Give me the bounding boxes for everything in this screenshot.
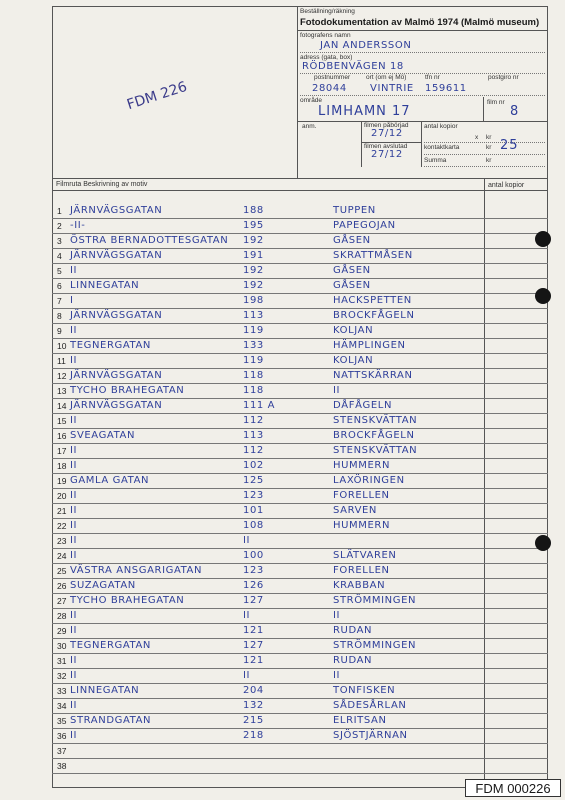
frame-number: 5 [57,266,62,276]
house-number: 121 [243,655,264,666]
kontaktkarta-value: 25 [500,138,519,153]
kopior-col-divider [484,178,485,788]
street-name: II [70,445,78,456]
street-name: VÄSTRA ANSGARIGATAN [70,565,203,576]
building-name: HACKSPETTEN [333,295,412,306]
house-number: 119 [243,325,264,336]
postnummer-label: postnummer [314,74,351,81]
street-name: II [70,730,78,741]
house-number: 133 [243,340,264,351]
street-name: II [70,700,78,711]
house-number: 118 [243,370,264,381]
row-rule [52,383,548,384]
house-number: 123 [243,490,264,501]
dotted-line [300,95,545,96]
house-number: 198 [243,295,264,306]
row-rule [52,578,548,579]
row-rule [52,698,548,699]
frame-number: 37 [57,746,67,756]
row-rule [52,503,548,504]
row-rule [52,278,548,279]
house-number: 121 [243,625,264,636]
dotted-line [424,154,545,155]
house-number: 123 [243,565,264,576]
frame-number: 13 [57,386,67,396]
frame-number: 6 [57,281,62,291]
kr-label-3: kr [486,157,492,164]
row-rule [52,413,548,414]
row-rule [52,608,548,609]
frame-number: 18 [57,461,67,471]
row-rule [52,668,548,669]
street-name: JÄRNVÄGSGATAN [70,205,163,216]
house-number: 108 [243,520,264,531]
film-nr-label: film nr [487,99,505,106]
frame-number: 28 [57,611,67,621]
row-rule [52,743,548,744]
street-name: JÄRNVÄGSGATAN [70,370,163,381]
frame-number: 17 [57,446,67,456]
antal-kopior-label: antal kopior [424,123,458,130]
filmen-avslutad-label: filmen avslutad [364,143,408,150]
dotted-line [424,142,545,143]
title-line [297,30,548,31]
building-name: TONFISKEN [333,685,396,696]
tfn-label: tfn nr [425,74,440,81]
street-name: JÄRNVÄGSGATAN [70,250,163,261]
street-name: JÄRNVÄGSGATAN [70,400,163,411]
frame-number: 21 [57,506,67,516]
house-number: 215 [243,715,264,726]
tfn-value: 159611 [425,83,467,94]
street-name: TYCHO BRAHEGATAN [70,595,185,606]
frame-number: 7 [57,296,62,306]
frame-number: 27 [57,596,67,606]
house-number: 192 [243,280,264,291]
row-rule [52,473,548,474]
row-rule [52,758,548,759]
street-name: ÖSTRA BERNADOTTESGATAN [70,235,229,246]
house-number: II [243,610,251,621]
filmen-paborjad-value: 27/12 [371,128,403,139]
street-name: II [70,610,78,621]
postnummer-value: 28044 [312,83,347,94]
frame-number: 35 [57,716,67,726]
frame-number: 9 [57,326,62,336]
house-number: 126 [243,580,264,591]
building-name: TUPPEN [333,205,376,216]
handwritten-archive-number: FDM 226 [125,78,190,114]
frame-number: 8 [57,311,62,321]
row-rule [52,593,548,594]
street-name: II [70,325,78,336]
street-name: II [70,490,78,501]
street-name: II [70,670,78,681]
row-rule [52,308,548,309]
anm-label: anm. [302,123,317,130]
frame-number: 11 [57,356,66,366]
frame-number: 2 [57,221,62,231]
building-name: FORELLEN [333,490,390,501]
frame-number: 14 [57,401,67,411]
summa-label: Summa [424,157,447,164]
frame-number: 4 [57,251,62,261]
row-rule [52,458,548,459]
street-name: II [70,655,78,666]
building-name: II [333,670,341,681]
frame-number: 1 [57,206,62,216]
street-name: STRANDGATAN [70,715,152,726]
address-value: RÖDBENVÄGEN 18 [302,61,404,72]
row-rule [52,353,548,354]
header-divider [297,6,298,178]
row-rule [52,368,548,369]
row-rule [52,233,548,234]
house-number: II [243,670,251,681]
building-name: SKRATTMÅSEN [333,250,413,261]
street-name: II [70,460,78,471]
row-rule [52,248,548,249]
col-motiv-header: Filmruta Beskrivning av motiv [56,181,148,188]
house-number: 113 [243,430,264,441]
row-rule [52,728,548,729]
building-name: HUMMERN [333,520,391,531]
filmen-paborjad-label: filmen påbörjad [364,122,409,129]
film-nr-divider [483,97,484,121]
row-rule [52,293,548,294]
house-number: II [243,535,251,546]
frame-number: 15 [57,416,67,426]
house-number: 118 [243,385,264,396]
building-name: GÅSEN [333,265,371,276]
street-name: II [70,355,78,366]
punch-hole [535,535,551,551]
ort-label: ort (om ej Mö) [366,74,407,81]
street-name: II [70,550,78,561]
filmen-avslutad-value: 27/12 [371,149,403,160]
building-name: RUDAN [333,625,373,636]
row-rule [52,548,548,549]
row-rule [52,623,548,624]
frame-number: 19 [57,476,67,486]
house-number: 192 [243,265,264,276]
row-rule [52,683,548,684]
row-rule [52,713,548,714]
omrade-value: LIMHAMN 17 [318,104,411,119]
building-name: STRÖMMINGEN [333,640,417,651]
building-name: NATTSKÄRRAN [333,370,413,381]
row-rule [52,773,548,774]
frame-number: 26 [57,581,67,591]
photographer-label: fotografens namn [300,32,351,39]
frame-number: 31 [57,656,67,666]
row-rule [52,533,548,534]
building-name: SARVEN [333,505,378,516]
house-number: 188 [243,205,264,216]
row-rule [52,263,548,264]
house-number: 119 [243,355,264,366]
punch-hole [535,231,551,247]
row-rule [52,563,548,564]
dotted-line [424,166,545,167]
street-name: I [70,295,74,306]
kontaktkarta-label: kontaktkarta [424,144,460,151]
archive-id-tag: FDM 000226 [465,779,561,797]
building-name: SJÖSTJÄRNAN [333,730,408,741]
frame-number: 12 [57,371,67,381]
street-name: TYCHO BRAHEGATAN [70,385,185,396]
street-name: II [70,535,78,546]
house-number: 132 [243,700,264,711]
frame-number: 34 [57,701,67,711]
building-name: LAXÖRINGEN [333,475,405,486]
frame-number: 29 [57,626,67,636]
row-rule [52,638,548,639]
address-label: adress (gata, box) [300,54,353,61]
frame-number: 10 [57,341,67,351]
building-name: STRÖMMINGEN [333,595,417,606]
form-border [52,6,548,788]
header-bottom-line [52,178,548,179]
col-kopior-header: antal kopior [488,182,525,189]
row-rule [52,323,548,324]
building-name: II [333,610,341,621]
frame-number: 38 [57,761,67,771]
building-name: KOLJAN [333,355,374,366]
punch-hole [535,288,551,304]
building-name: HÄMPLINGEN [333,340,406,351]
date-divider [421,121,422,167]
building-name: STENSKVÄTTAN [333,415,418,426]
house-number: 112 [243,415,264,426]
building-name: BROCKFÅGELN [333,430,415,441]
street-name: GAMLA GATAN [70,475,150,486]
frame-number: 33 [57,686,67,696]
house-number: 127 [243,595,264,606]
anm-divider [361,121,362,167]
house-number: 192 [243,235,264,246]
building-name: PAPEGOJAN [333,220,396,231]
street-name: LINNEGATAN [70,280,140,291]
street-name: JÄRNVÄGSGATAN [70,310,163,321]
street-name: TEGNERGATAN [70,640,151,651]
house-number: 112 [243,445,264,456]
street-name: LINNEGATAN [70,685,140,696]
street-name: II [70,265,78,276]
house-number: 125 [243,475,264,486]
x-mark: x [475,134,479,141]
building-name: II [333,385,341,396]
house-number: 191 [243,250,264,261]
house-number: 195 [243,220,264,231]
street-name: SUZAGATAN [70,580,136,591]
building-name: GÅSEN [333,235,371,246]
frame-number: 23 [57,536,67,546]
building-name: DÅFÅGELN [333,400,393,411]
street-name: SVEAGATAN [70,430,136,441]
building-name: SLÄTVAREN [333,550,397,561]
building-name: BROCKFÅGELN [333,310,415,321]
building-name: ELRITSAN [333,715,387,726]
street-name: II [70,415,78,426]
building-name: HUMMERN [333,460,391,471]
table-header-line [52,190,548,191]
row-rule [52,653,548,654]
film-nr-value: 8 [510,104,520,119]
row-rule [52,338,548,339]
frame-number: 3 [57,236,62,246]
building-name: KOLJAN [333,325,374,336]
row-rule [52,518,548,519]
dotted-line [300,52,545,53]
building-name: SÅDESÅRLAN [333,700,407,711]
frame-number: 32 [57,671,67,681]
form-title: Fotodokumentation av Malmö 1974 (Malmö museum) [300,17,540,28]
photographer-value: JAN ANDERSSON [320,40,412,51]
house-number: 111 A [243,400,276,411]
house-number: 100 [243,550,264,561]
street-name: II [70,505,78,516]
kr-label-2: kr [486,144,492,151]
postgiro-label: postgiro nr [488,74,519,81]
house-number: 101 [243,505,264,516]
row-rule [52,218,548,219]
frame-number: 16 [57,431,67,441]
frame-number: 36 [57,731,67,741]
building-name: GÅSEN [333,280,371,291]
street-name: II [70,625,78,636]
street-name: -II- [70,220,86,231]
kr-label-1: kr [486,134,492,141]
omrade-line [297,121,548,122]
row-rule [52,488,548,489]
building-name: FORELLEN [333,565,390,576]
order-label: Beställning/räkning [300,8,355,15]
building-name: KRABBAN [333,580,386,591]
house-number: 113 [243,310,264,321]
ort-value: VINTRIE [370,83,414,94]
frame-number: 22 [57,521,67,531]
house-number: 102 [243,460,264,471]
house-number: 127 [243,640,264,651]
frame-number: 30 [57,641,67,651]
frame-number: 25 [57,566,67,576]
frame-number: 20 [57,491,67,501]
street-name: TEGNERGATAN [70,340,151,351]
row-rule [52,398,548,399]
building-name: RUDAN [333,655,373,666]
omrade-label: område [300,97,323,104]
house-number: 218 [243,730,264,741]
row-rule [52,443,548,444]
frame-number: 24 [57,551,67,561]
street-name: II [70,520,78,531]
house-number: 204 [243,685,264,696]
row-rule [52,428,548,429]
building-name: STENSKVÄTTAN [333,445,418,456]
